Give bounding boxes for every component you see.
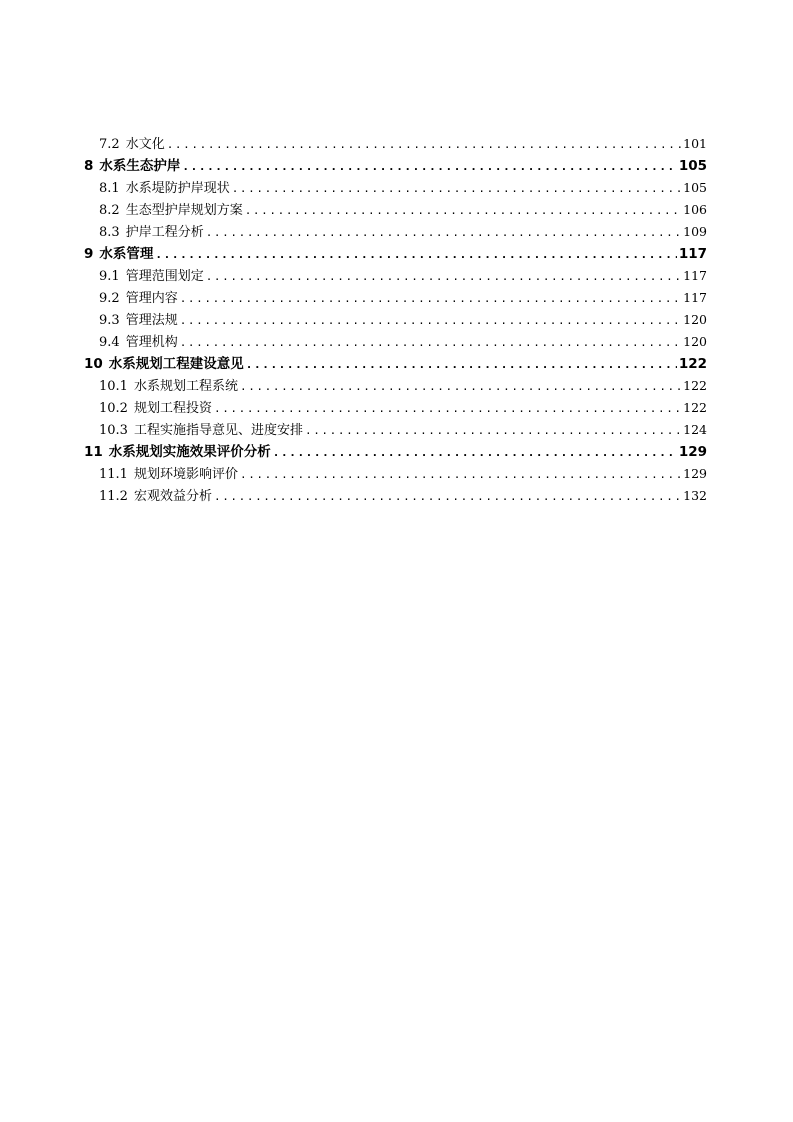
toc-entry-page-number: 105: [678, 158, 707, 174]
toc-section-entry[interactable]: [84, 331, 707, 353]
toc-entry-page-number: 105: [683, 180, 707, 195]
toc-entry-page-number: 120: [683, 334, 707, 349]
toc-entry-page-number: 117: [678, 246, 707, 262]
toc-entry-title: 水系规划工程建设意见: [108, 356, 244, 372]
toc-entry-title: 水系生态护岸: [99, 158, 181, 174]
toc-dot-leader: [305, 420, 681, 441]
toc-entry-title: 生态型护岸规划方案: [125, 203, 243, 218]
toc-entry-page-number: 129: [678, 444, 707, 460]
toc-entry-page-number: 122: [683, 400, 707, 415]
toc-dot-leader: [240, 376, 681, 397]
toc-entry-page-number: 132: [683, 488, 707, 503]
toc-entry-number: 8: [84, 158, 94, 174]
toc-dot-leader: [246, 354, 677, 375]
toc-entry-page-number: 124: [683, 422, 707, 437]
toc-section-entry[interactable]: [84, 375, 707, 397]
toc-dot-leader: [155, 244, 676, 265]
toc-entry-number: 9.4: [99, 335, 120, 350]
table-of-contents: [84, 133, 707, 507]
toc-section-entry[interactable]: [84, 133, 707, 155]
toc-section-entry[interactable]: [84, 265, 707, 287]
toc-entry-title: 工程实施指导意见、进度安排: [133, 423, 303, 438]
toc-section-entry[interactable]: [84, 463, 707, 485]
toc-dot-leader: [232, 178, 681, 199]
toc-entry-number: 9: [84, 246, 94, 262]
toc-entry-page-number: 101: [683, 136, 707, 151]
toc-entry-page-number: 120: [683, 312, 707, 327]
toc-section-entry[interactable]: [84, 419, 707, 441]
toc-entry-title: 管理范围划定: [125, 269, 204, 284]
toc-chapter-entry[interactable]: [84, 243, 707, 265]
toc-section-entry[interactable]: [84, 199, 707, 221]
toc-entry-number: 10.2: [99, 401, 128, 416]
toc-entry-title: 水文化: [125, 137, 165, 152]
toc-entry-number: 7.2: [99, 137, 120, 152]
toc-dot-leader: [214, 486, 681, 507]
toc-entry-number: 9.3: [99, 313, 120, 328]
toc-entry-title: 规划环境影响评价: [133, 467, 238, 482]
toc-entry-page-number: 122: [678, 356, 707, 372]
toc-entry-number: 10: [84, 356, 103, 372]
toc-dot-leader: [180, 332, 681, 353]
toc-section-entry[interactable]: [84, 221, 707, 243]
toc-dot-leader: [245, 200, 681, 221]
toc-dot-leader: [167, 134, 681, 155]
toc-chapter-entry[interactable]: [84, 155, 707, 177]
toc-entry-title: 管理内容: [125, 291, 178, 306]
toc-entry-number: 11.1: [99, 467, 128, 482]
toc-entry-page-number: 106: [683, 202, 707, 217]
toc-section-entry[interactable]: [84, 177, 707, 199]
toc-entry-number: 8.2: [99, 203, 120, 218]
toc-dot-leader: [180, 310, 681, 331]
toc-dot-leader: [206, 222, 681, 243]
toc-entry-number: 9.1: [99, 269, 120, 284]
toc-dot-leader: [240, 464, 681, 485]
toc-entry-title: 管理机构: [125, 335, 178, 350]
toc-entry-page-number: 117: [683, 290, 707, 305]
toc-entry-title: 宏观效益分析: [133, 489, 212, 504]
toc-section-entry[interactable]: [84, 485, 707, 507]
toc-entry-number: 9.2: [99, 291, 120, 306]
toc-entry-number: 10.1: [99, 379, 128, 394]
toc-dot-leader: [206, 266, 681, 287]
toc-entry-title: 管理法规: [125, 313, 178, 328]
toc-entry-page-number: 129: [683, 466, 707, 481]
toc-entry-title: 水系规划实施效果评价分析: [108, 444, 271, 460]
toc-dot-leader: [182, 156, 676, 177]
toc-entry-title: 水系管理: [99, 246, 154, 262]
toc-chapter-entry[interactable]: [84, 441, 707, 463]
toc-entry-number: 8.3: [99, 225, 120, 240]
toc-dot-leader: [214, 398, 681, 419]
toc-dot-leader: [180, 288, 681, 309]
toc-entry-title: 规划工程投资: [133, 401, 212, 416]
toc-entry-page-number: 117: [683, 268, 707, 283]
toc-entry-title: 水系规划工程系统: [133, 379, 238, 394]
toc-entry-title: 护岸工程分析: [125, 225, 204, 240]
toc-entry-number: 8.1: [99, 181, 120, 196]
toc-entry-page-number: 122: [683, 378, 707, 393]
toc-chapter-entry[interactable]: [84, 353, 707, 375]
toc-entry-number: 11.2: [99, 489, 128, 504]
toc-section-entry[interactable]: [84, 287, 707, 309]
toc-entry-number: 11: [84, 444, 103, 460]
toc-entry-page-number: 109: [683, 224, 707, 239]
toc-section-entry[interactable]: [84, 397, 707, 419]
toc-entry-number: 10.3: [99, 423, 128, 438]
toc-dot-leader: [273, 442, 677, 463]
toc-entry-title: 水系堤防护岸现状: [125, 181, 230, 196]
toc-section-entry[interactable]: [84, 309, 707, 331]
